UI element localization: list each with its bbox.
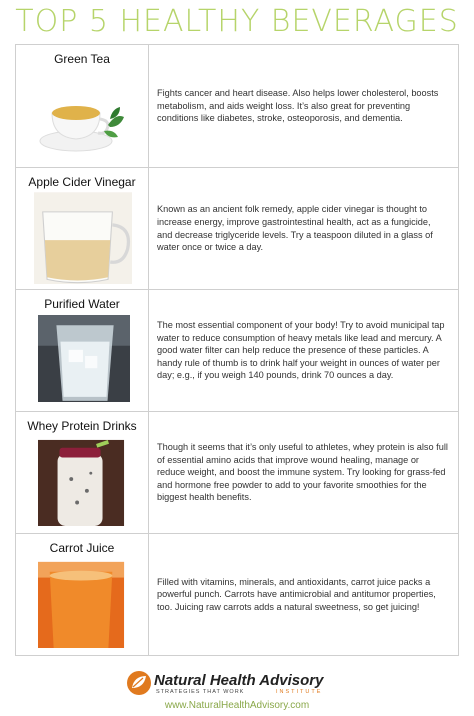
beverage-description-cell xyxy=(149,534,459,655)
beverage-description: The most essential component of your body! Try to avoid municipal tap water to reduce consumption of heavy metals like lead and mercury. A good water filter can help reduce the presence of these particles. A handy rule of thumb is to drink half your weight in ounces of water per day; e.g., if you weigh 140 pounds, drink 70 ounces a day. xyxy=(157,320,445,381)
beverage-cell xyxy=(15,412,149,533)
beverage-row-purified-water xyxy=(15,290,459,412)
beverage-name: Green Tea xyxy=(54,52,110,66)
beverage-cell xyxy=(15,290,149,411)
beverage-row-apple-cider-vinegar xyxy=(15,168,459,290)
beverage-row-whey-protein-drinks xyxy=(15,412,459,534)
carrot-juice-image xyxy=(38,558,126,648)
beverage-cell xyxy=(15,168,149,289)
whey-protein-drink-image xyxy=(38,436,126,526)
beverage-description: Fights cancer and heart disease. Also helps lower cholesterol, boosts metabolism, and aids weight loss. It’s also great for preventing conditions like diabetes, stroke, osteoporosis, and dementia. xyxy=(157,88,439,124)
beverage-description-cell xyxy=(149,290,459,411)
page-title: TOP 5 HEALTHY BEVERAGES xyxy=(15,4,459,39)
beverage-description-cell xyxy=(149,168,459,289)
apple-cider-vinegar-image xyxy=(34,192,132,284)
beverage-cell xyxy=(15,45,149,167)
beverage-description-cell xyxy=(149,412,459,533)
beverage-name: Carrot Juice xyxy=(49,541,115,555)
beverage-description: Known as an ancient folk remedy, apple cider vinegar is thought to increase energy, improve gastrointestinal health, act as a fungicide, and decrease triglyceride levels. Try a teaspoon diluted in a glass of water once or twice a day. xyxy=(157,204,433,253)
beverage-row-carrot-juice xyxy=(15,534,459,656)
beverage-name: Whey Protein Drinks xyxy=(27,419,137,433)
beverage-cell xyxy=(15,534,149,655)
brand-institute: INSTITUTE xyxy=(276,689,323,695)
footer-logo xyxy=(126,670,356,698)
beverage-table xyxy=(15,44,459,656)
green-tea-image xyxy=(38,75,128,159)
leaf-logo-icon xyxy=(126,670,152,696)
brand-name: Natural Health Advisory xyxy=(154,672,324,689)
beverage-description: Filled with vitamins, minerals, and antioxidants, carrot juice packs a powerful punch. Carrots have antimicrobial and antitumor properties, too. Juicing raw carrots adds a natural sweetness, so get juicing! xyxy=(157,576,436,612)
purified-water-image xyxy=(38,314,130,402)
beverage-name: Purified Water xyxy=(44,297,120,311)
brand-tagline: STRATEGIES THAT WORK xyxy=(156,689,245,695)
beverage-description: Though it seems that it’s only useful to athletes, whey protein is also full of essential amino acids that improve wound healing, manage or reduce weight, and boost the immune system. Try looking for grass-fed and hormone free powder to add to your favorite smoothies for the biggest health benefits. xyxy=(157,442,448,503)
beverage-description-cell xyxy=(149,45,459,167)
footer-url-link[interactable]: www.NaturalHealthAdvisory.com xyxy=(164,700,310,711)
beverage-row-green-tea xyxy=(15,45,459,168)
beverage-name: Apple Cider Vinegar xyxy=(28,175,136,189)
